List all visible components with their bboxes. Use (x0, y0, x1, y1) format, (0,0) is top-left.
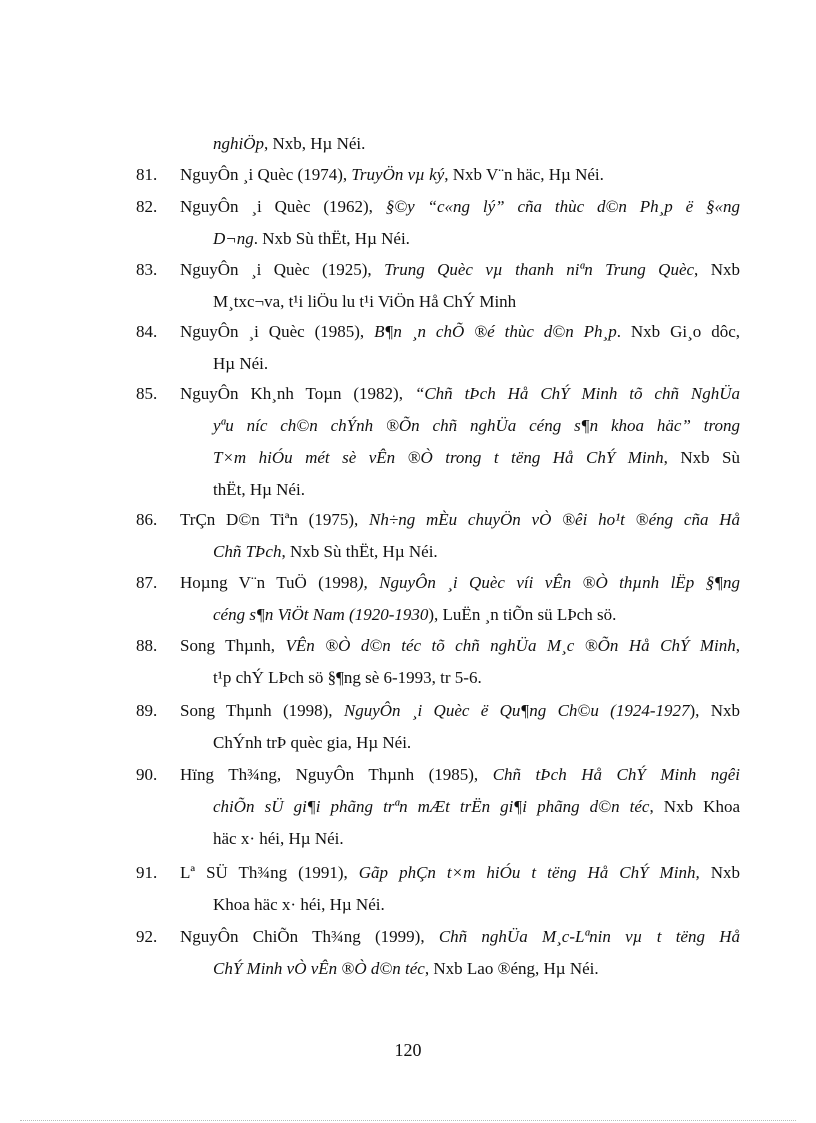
reference-85 (136, 378, 740, 506)
reference-author: Hïng Th¾ng, NguyÔn Thµnh (1985), (180, 765, 493, 784)
reference-publisher: ), Nxb (689, 701, 740, 720)
reference-author: NguyÔn ¸i Quèc (1974), (180, 165, 352, 184)
reference-87 (136, 567, 740, 631)
reference-number: 84. (136, 322, 158, 341)
reference-title: TruyÖn vµ ký (351, 165, 445, 184)
reference-title: Trung Quèc vµ thanh niªn Trung Quèc (384, 260, 695, 279)
reference-89 (136, 695, 740, 759)
reference-book-title: T×m hiÓu mét sè vÊn ®Ò trong t tëng Hå ChÝ Minh (213, 448, 664, 467)
reference-88 (136, 630, 740, 694)
reference-publisher: . Nxb Gi¸o dôc, (616, 322, 740, 341)
reference-publisher: . Nxb Sù thËt, Hµ Néi. (253, 229, 410, 248)
reference-publisher: ), LuËn ¸n tiÕn sü LÞch sö. (428, 605, 617, 624)
reference-line: häc x· héi, Hµ Néi. (213, 829, 344, 848)
reference-line: Khoa häc x· héi, Hµ Néi. (213, 895, 385, 914)
reference-title-cont: céng s¶n ViÖt Nam (1920-1930 (213, 605, 429, 624)
reference-line: ChÝnh trÞ quèc gia, Hµ Néi. (213, 733, 412, 752)
reference-publisher: , Nxb Sù (663, 448, 741, 467)
reference-number: 90. (136, 765, 158, 784)
reference-number: 86. (136, 510, 158, 529)
page-number: 120 (394, 1040, 422, 1060)
reference-91 (136, 857, 740, 921)
reference-publisher: , Nxb V¨n häc, Hµ Néi. (444, 165, 604, 184)
continuation-line (213, 128, 365, 160)
reference-author: Song Thµnh (1998), (180, 701, 344, 720)
reference-line: thËt, Hµ Néi. (213, 480, 305, 499)
reference-86 (136, 504, 740, 568)
reference-title: Nh÷ng mÈu chuyÖn vÒ ®êi ho¹t ®éng cña Hå (369, 510, 740, 529)
reference-line: t¹p chÝ LÞch sö §¶ng sè 6-1993, tr 5-6. (213, 668, 482, 687)
reference-title: NguyÔn ¸i Quèc ë Qu¶ng Ch©u (1924-1927 (343, 701, 690, 720)
reference-number: 88. (136, 636, 158, 655)
reference-title-cont: ChÝ Minh vÒ vÊn ®Ò d©n téc (213, 959, 425, 978)
reference-author: Song Thµnh, (180, 636, 286, 655)
reference-author: Hoµng V¨n TuÖ (1998 (180, 573, 358, 592)
reference-title-cont: chiÕn sÜ gi¶i phãng trªn mÆt trËn gi¶i phãng d©n téc (213, 797, 650, 816)
reference-title: VÊn ®Ò d©n téc tõ chñ nghÜa M¸c ®Õn Hå ChÝ Minh (285, 636, 736, 655)
reference-82 (136, 191, 740, 255)
reference-title: Chñ nghÜa M¸c-Lªnin vµ t tëng Hå (438, 927, 740, 946)
reference-title: B¶n ¸n chÕ ®é thùc d©n Ph¸p (374, 322, 617, 341)
reference-title: Chñ tÞch Hå ChÝ Minh ngêi (492, 765, 741, 784)
reference-publisher: , Nxb Sù thËt, Hµ Néi. (281, 542, 438, 561)
reference-title: §©y “c«ng lý” cña thùc d©n Ph¸p ë §«ng (385, 197, 740, 216)
continuation-title: nghiÖp (213, 134, 264, 153)
reference-title: ), NguyÔn ¸i Quèc víi vÊn ®Ò thµnh lËp §¶ng (357, 573, 740, 592)
reference-publisher: Nxb (699, 863, 740, 882)
reference-number: 92. (136, 927, 158, 946)
reference-title: Gãp phÇn t×m hiÓu t tëng Hå ChÝ Minh, (358, 863, 700, 882)
reference-publisher: , Nxb Khoa (649, 797, 740, 816)
reference-number: 87. (136, 573, 158, 592)
reference-author: NguyÔn ¸i Quèc (1925), (180, 260, 385, 279)
reference-author: NguyÔn ¸i Quèc (1962), (180, 197, 386, 216)
reference-publisher: , (735, 636, 740, 655)
reference-81 (136, 159, 740, 191)
page-bottom-divider (20, 1120, 796, 1121)
reference-84 (136, 316, 740, 380)
reference-number: 82. (136, 197, 158, 216)
reference-line: Hµ Néi. (213, 354, 269, 373)
reference-90 (136, 759, 740, 855)
reference-author: NguyÔn ¸i Quèc (1985), (180, 322, 375, 341)
reference-number: 89. (136, 701, 158, 720)
reference-author: NguyÔn Kh¸nh Toµn (1982), (180, 384, 415, 403)
reference-number: 83. (136, 260, 158, 279)
reference-publisher: , Nxb Lao ®éng, Hµ Néi. (424, 959, 599, 978)
reference-title-cont: Chñ TÞch (213, 542, 282, 561)
reference-author: NguyÔn ChiÕn Th¾ng (1999), (180, 927, 439, 946)
reference-title-cont: D¬ng (213, 229, 254, 248)
reference-92 (136, 921, 740, 985)
reference-title: “Chñ tÞch Hå ChÝ Minh tõ chñ NghÜa (414, 384, 740, 403)
continuation-publisher: , Nxb, Hµ Néi. (264, 134, 366, 153)
reference-title-cont: yªu níc ch©n chÝnh ®Õn chñ nghÜa céng s¶n khoa häc” trong (213, 416, 740, 435)
reference-number: 85. (136, 384, 158, 403)
reference-number: 91. (136, 863, 158, 882)
reference-publisher: , Nxb (694, 260, 740, 279)
reference-number: 81. (136, 165, 158, 184)
reference-line: M¸txc¬va, t¹i liÖu lu t¹i ViÖn Hå ChÝ Minh (213, 292, 517, 311)
reference-author: TrÇn D©n Tiªn (1975), (180, 510, 370, 529)
reference-author: Lª SÜ Th¾ng (1991), (180, 863, 359, 882)
reference-83 (136, 254, 740, 318)
